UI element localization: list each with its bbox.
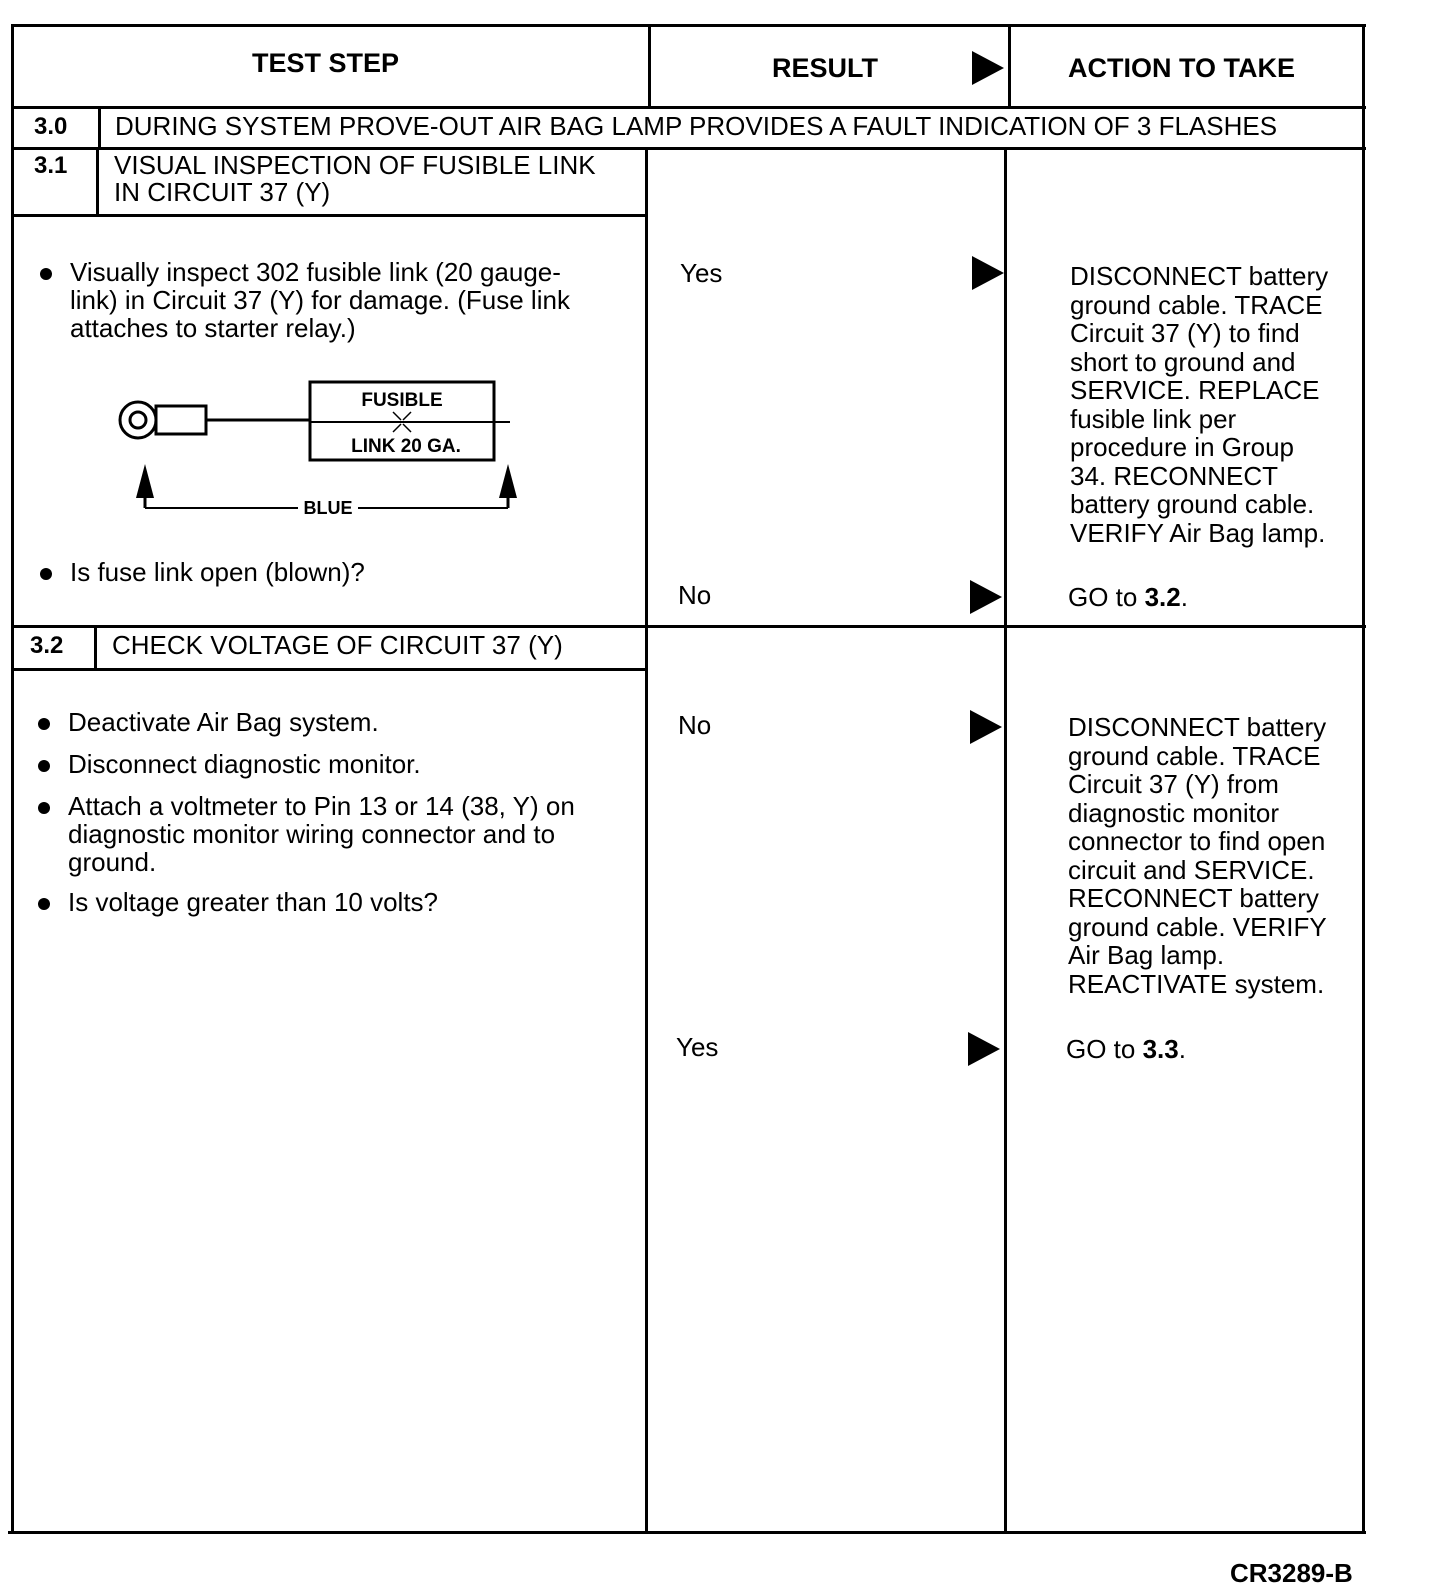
result-column-left-line (645, 147, 648, 1533)
table-border-bottom (8, 1531, 1366, 1534)
goto-step-ref: 3.2 (1144, 582, 1181, 612)
bullet-icon (40, 568, 52, 580)
action-line: circuit and SERVICE. (1068, 854, 1315, 885)
fusible-link-diagram (110, 372, 530, 528)
header-divider-2 (1008, 24, 1011, 108)
action-line: procedure in Group (1070, 432, 1295, 462)
action-line: VERIFY Air Bag lamp. (1070, 517, 1326, 548)
action-line: Circuit 37 (Y) from (1068, 769, 1279, 799)
step32-no-arrow-icon (970, 710, 1002, 744)
step31-no-arrow-icon (970, 580, 1002, 614)
step32-title: CHECK VOLTAGE OF CIRCUIT 37 (Y) (112, 630, 563, 660)
step31-result-no: No (678, 580, 712, 610)
step32-bullet-1-text: Deactivate Air Bag system. (68, 707, 379, 737)
step31-title-line1: VISUAL INSPECTION OF FUSIBLE LINK (114, 150, 596, 180)
step31-bullet-1 (40, 258, 570, 342)
section-number: 3.0 (34, 113, 68, 140)
step32-bullet-3 (38, 792, 575, 876)
action-line: 34. RECONNECT (1070, 460, 1279, 491)
step32-bullet-3-line3: ground. (68, 847, 157, 877)
table-border-top (12, 24, 1366, 27)
goto-text: GO to (1068, 582, 1145, 612)
step31-number-divider (96, 147, 99, 215)
step32-number: 3.2 (30, 632, 64, 659)
step31-bullet-2-text: Is fuse link open (blown)? (70, 557, 365, 587)
step31-yes-arrow-icon (972, 256, 1004, 290)
goto-suffix: . (1178, 1034, 1186, 1064)
step32-action-yes (1066, 1034, 1186, 1065)
step31-title-line2: IN CIRCUIT 37 (Y) (114, 177, 331, 207)
action-line: ground cable. TRACE (1070, 289, 1323, 320)
action-line: diagnostic monitor (1068, 797, 1279, 828)
header-result: RESULT (772, 53, 878, 83)
step32-bullet-3-line1: Attach a voltmeter to Pin 13 or 14 (38, Y) on (68, 791, 575, 821)
action-line: Air Bag lamp. (1068, 940, 1225, 970)
header-test-step: TEST STEP (252, 48, 400, 78)
step32-bullet-4 (38, 888, 438, 916)
header-action: ACTION TO TAKE (1068, 53, 1295, 83)
bullet-icon (38, 802, 50, 814)
step32-result-no: No (678, 710, 712, 740)
table-border-right (1362, 24, 1365, 1534)
section-number-divider (98, 106, 101, 148)
action-line: short to ground and (1070, 346, 1296, 377)
action-line: connector to find open (1068, 826, 1326, 856)
step32-title-bottom-line (12, 668, 648, 671)
diagram-link-label: LINK 20 GA. (351, 436, 461, 457)
section-title: DURING SYSTEM PROVE-OUT AIR BAG LAMP PROVIDES A FAULT INDICATION OF 3 FLASHES (115, 111, 1278, 141)
bullet-icon (38, 898, 50, 910)
step-separator-line (12, 625, 1366, 628)
action-line: Circuit 37 (Y) to find (1070, 318, 1300, 348)
action-line: ground cable. TRACE (1068, 740, 1321, 771)
ring-terminal-icon (120, 402, 206, 438)
action-line: REACTIVATE system. (1068, 968, 1325, 999)
step32-action-no (1068, 713, 1327, 998)
action-line: RECONNECT battery (1068, 883, 1319, 913)
header-arrow-icon (972, 51, 1004, 85)
left-arrow-up-icon (136, 464, 154, 508)
action-line: DISCONNECT battery (1070, 261, 1329, 291)
step32-bullet-2 (38, 750, 421, 778)
figure-code: CR3289-B (1230, 1558, 1353, 1588)
bullet-icon (40, 268, 52, 280)
bullet-icon (38, 760, 50, 772)
step31-number: 3.1 (34, 152, 68, 179)
action-line: fusible link per (1070, 403, 1237, 434)
step32-bullet-4-text: Is voltage greater than 10 volts? (68, 887, 439, 917)
goto-suffix: . (1180, 582, 1188, 612)
action-line: ground cable. VERIFY (1068, 911, 1327, 942)
step32-bullet-1 (38, 708, 379, 736)
step31-result-yes: Yes (680, 258, 723, 288)
step31-bullet-1-line1: Visually inspect 302 fusible link (20 gauge- (70, 257, 561, 287)
diagram-blue-label: BLUE (303, 498, 353, 518)
action-line: battery ground cable. (1070, 489, 1315, 519)
header-divider-1 (648, 24, 651, 108)
step31-bullet-2 (40, 558, 365, 586)
step31-bullet-1-line2: link) in Circuit 37 (Y) for damage. (Fuse link (70, 285, 570, 315)
header-bottom-line (12, 106, 1366, 109)
table-border-left (11, 24, 14, 1534)
step31-action-yes (1070, 262, 1328, 547)
diagram-fusible-label: FUSIBLE (361, 390, 443, 411)
step31-action-no (1068, 582, 1188, 613)
goto-step-ref: 3.3 (1142, 1034, 1179, 1064)
step32-number-divider (94, 625, 97, 669)
bullet-icon (38, 718, 50, 730)
step32-bullet-3-line2: diagnostic monitor wiring connector and to (68, 819, 556, 849)
action-line: DISCONNECT battery (1068, 712, 1327, 742)
action-line: SERVICE. REPLACE (1070, 375, 1320, 405)
step31-bullet-1-line3: attaches to starter relay.) (70, 313, 356, 343)
step32-yes-arrow-icon (968, 1032, 1000, 1066)
action-column-left-line (1004, 147, 1007, 1533)
right-arrow-up-icon (499, 464, 517, 508)
goto-text: GO to (1066, 1034, 1143, 1064)
step32-result-yes: Yes (676, 1032, 719, 1062)
step32-bullet-2-text: Disconnect diagnostic monitor. (68, 749, 421, 779)
step31-title-bottom-line (12, 214, 648, 217)
